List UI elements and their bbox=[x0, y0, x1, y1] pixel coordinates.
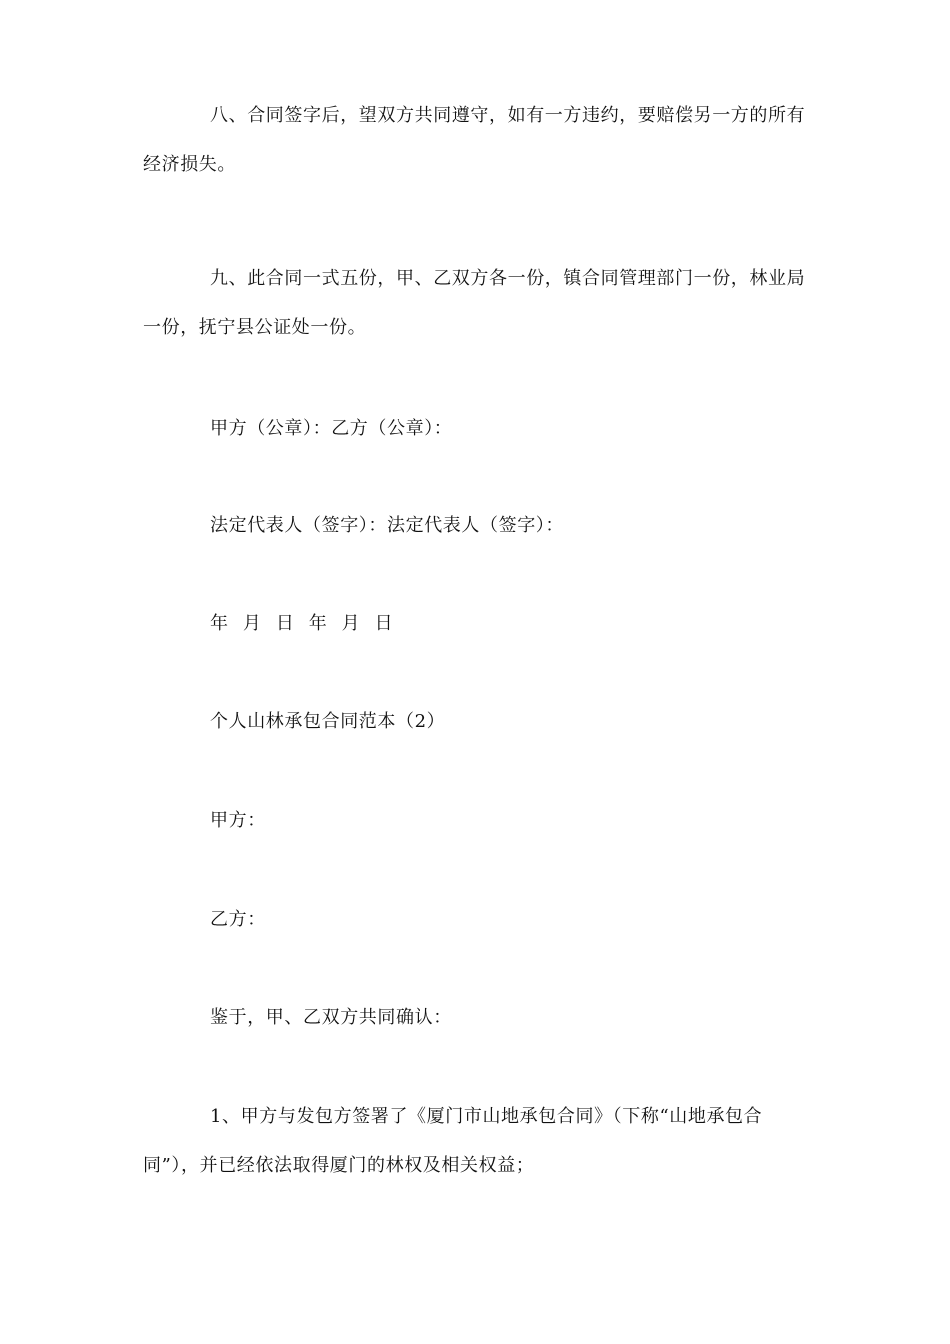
signature-line: 法定代表人（签字）：法定代表人（签字）： bbox=[210, 515, 564, 536]
recital-intro: 鉴于，甲、乙双方共同确认： bbox=[210, 1007, 452, 1028]
party-b-line: 乙方： bbox=[210, 909, 266, 930]
clause-9: 九、此合同一式五份，甲、乙双方各一份，镇合同管理部门一份，林业局一份，抚宁县公证处一份。 bbox=[143, 268, 806, 338]
recital-1: 1、甲方与发包方签署了《厦门市山地承包合同》（下称“山地承包合同”），并已经依法取得厦门的林权及相关权益； bbox=[143, 1106, 763, 1176]
party-a-line: 甲方： bbox=[210, 810, 266, 831]
date-line: 年 月 日 年 月 日 bbox=[210, 613, 394, 634]
section-title: 个人山林承包合同范本（2） bbox=[210, 711, 446, 732]
seal-line: 甲方（公章）：乙方（公章）： bbox=[210, 418, 453, 439]
clause-8: 八、合同签字后，望双方共同遵守，如有一方违约，要赔偿另一方的所有经济损失。 bbox=[143, 105, 806, 175]
